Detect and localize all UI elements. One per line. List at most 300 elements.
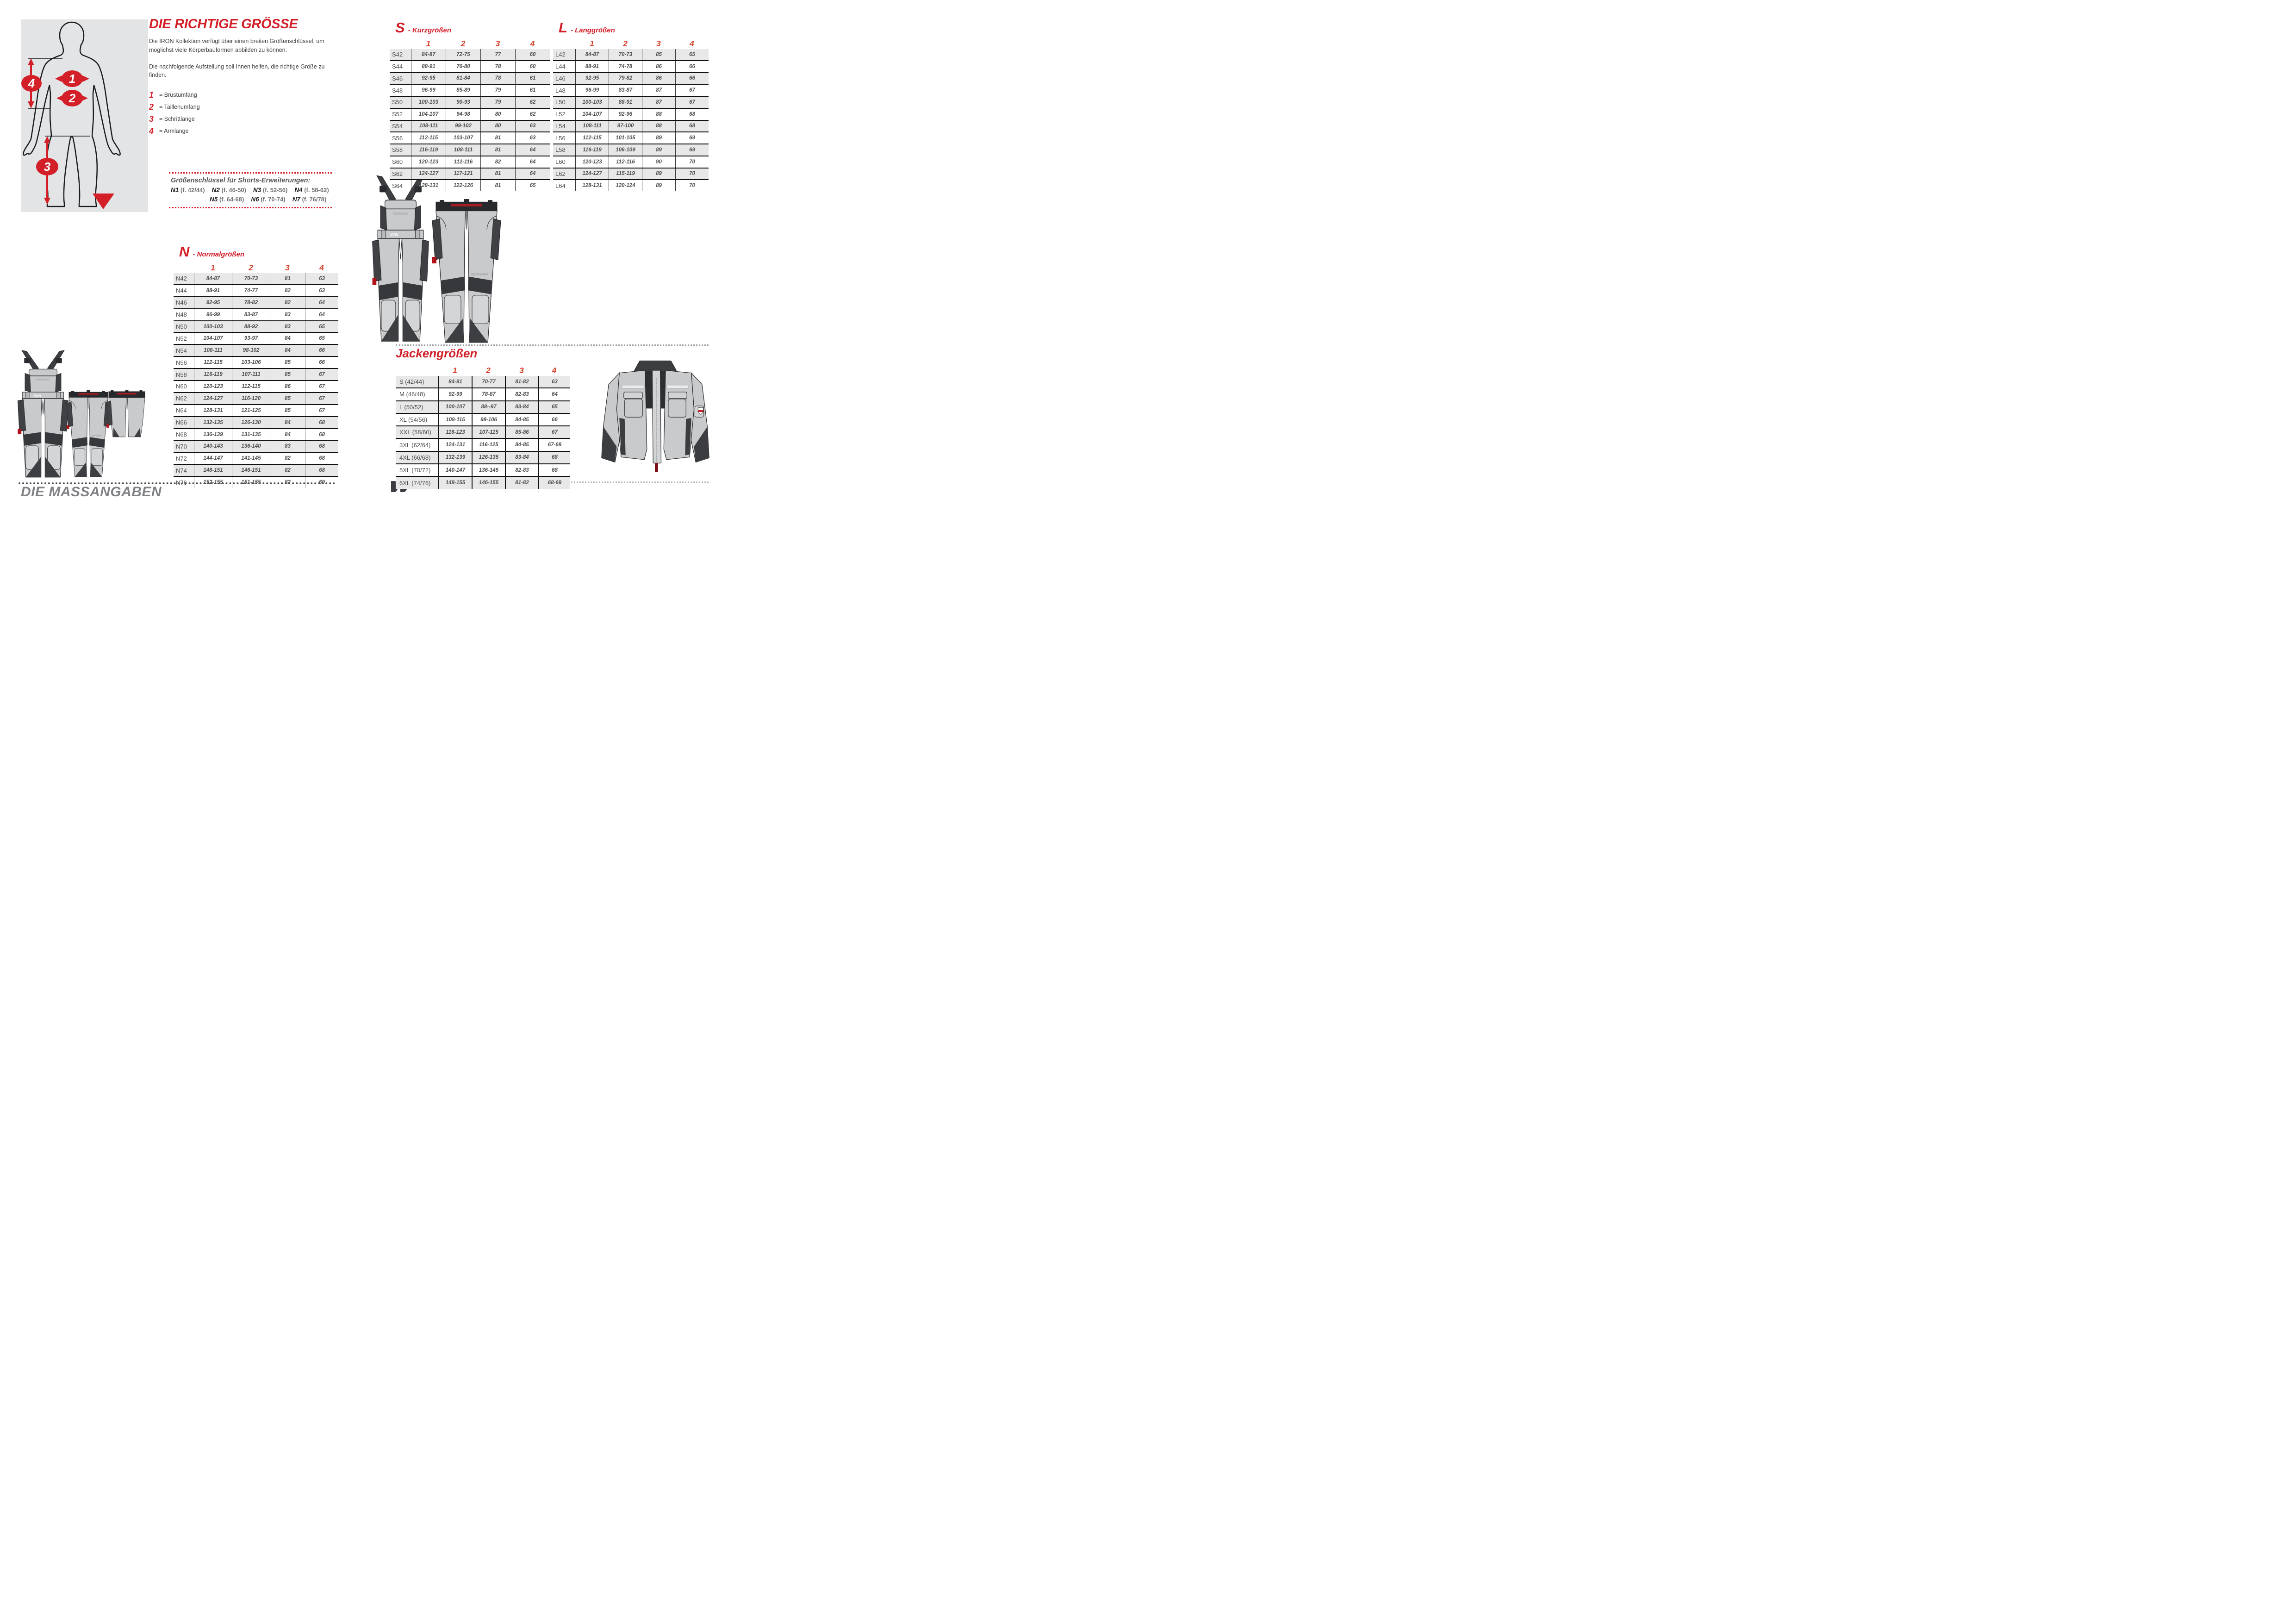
size-value: 68 [305, 465, 338, 476]
size-value: 68 [305, 441, 338, 452]
legend-item [149, 89, 200, 101]
size-value: 146-151 [232, 465, 270, 476]
size-value: 69 [305, 477, 338, 488]
size-label: S50 [392, 99, 403, 106]
size-value: 67 [305, 381, 338, 392]
size-label: N64 [176, 407, 187, 414]
size-value: 128-131 [575, 180, 609, 191]
shorts-size-key-item: N6 (f. 70-74) [251, 196, 286, 203]
column-number: 4 [319, 262, 324, 272]
column-number: 3 [656, 38, 661, 48]
size-value: 84-87 [575, 49, 609, 60]
size-value: 68-69 [538, 477, 570, 488]
size-value: 63 [538, 376, 570, 387]
size-value: 66 [538, 414, 570, 425]
size-value: 80 [480, 121, 515, 132]
size-value: 94-98 [446, 109, 480, 120]
size-label: S42 [392, 51, 403, 58]
size-value: 112-116 [609, 156, 642, 168]
size-value: 83 [270, 321, 305, 332]
size-value: 64 [515, 169, 550, 180]
size-value: 67 [305, 405, 338, 416]
size-value: 101-105 [609, 132, 642, 144]
column-number: 4 [690, 38, 694, 48]
size-label: L48 [555, 87, 566, 94]
size-value: 112-115 [575, 132, 609, 144]
size-value: 88-91 [194, 285, 232, 296]
size-value: 81-82 [505, 376, 538, 387]
table-row [174, 273, 338, 284]
legend-item [149, 101, 200, 113]
size-value: 108-111 [411, 121, 446, 132]
shorts-size-key-item: N3 (f. 52-56) [253, 187, 288, 194]
table-section-kurzgroessen [390, 20, 550, 191]
size-value: 88-91 [575, 61, 609, 72]
size-value: 83 [270, 309, 305, 320]
size-value: 108-115 [438, 414, 472, 425]
size-value: 68 [305, 429, 338, 440]
size-value: 100-103 [411, 97, 446, 108]
size-value: 108-111 [446, 144, 480, 156]
size-label: 3XL (62/64) [399, 441, 431, 449]
size-value: 63 [305, 273, 338, 284]
size-label: L52 [555, 111, 566, 118]
size-value: 124-127 [411, 169, 446, 180]
table-row [553, 144, 709, 156]
size-label: L42 [555, 51, 566, 58]
size-value: 84 [270, 417, 305, 428]
size-value: 68 [538, 452, 570, 463]
size-label: N54 [176, 347, 187, 354]
size-label: L64 [555, 182, 566, 189]
size-label: S52 [392, 111, 403, 118]
section-header [395, 20, 550, 37]
size-value: 84-87 [411, 49, 446, 60]
size-value: 67 [538, 426, 570, 438]
legend-number: 3 [149, 114, 154, 124]
table-row [396, 413, 570, 425]
size-value: 65 [305, 333, 338, 344]
size-value: 84-85 [505, 439, 538, 450]
table-row [553, 84, 709, 96]
size-value: 62 [515, 109, 550, 120]
size-value: 131-135 [232, 429, 270, 440]
table-row [174, 380, 338, 392]
section-letter: L [559, 19, 567, 36]
figure-badge-number: 1 [68, 72, 76, 86]
size-table-n [174, 273, 338, 488]
size-label: N62 [176, 395, 187, 402]
legend-item [149, 125, 200, 137]
size-value: 107-115 [472, 426, 505, 438]
table-row [396, 476, 570, 488]
size-value: 61 [515, 85, 550, 96]
size-value: 64 [305, 297, 338, 308]
size-value: 68 [305, 453, 338, 464]
column-header-row [390, 38, 550, 49]
section-header [559, 20, 709, 37]
size-value: 103-107 [446, 132, 480, 144]
table-row [553, 156, 709, 168]
size-value: 80 [480, 109, 515, 120]
size-value: 88-91 [609, 97, 642, 108]
size-value: 68 [305, 417, 338, 428]
size-value: 66 [305, 345, 338, 356]
size-value: 85 [270, 357, 305, 368]
table-row [553, 131, 709, 144]
size-value: 70 [675, 180, 709, 191]
table-row [174, 320, 338, 332]
size-value: 92-95 [575, 73, 609, 84]
size-value: 85-86 [505, 426, 538, 438]
size-label: XXL (58/60) [399, 429, 431, 436]
size-value: 120-123 [411, 156, 446, 168]
size-value: 152-155 [194, 477, 232, 488]
size-value: 67 [305, 369, 338, 380]
body-measurement-diagram [21, 19, 148, 212]
size-value: 108-111 [194, 345, 232, 356]
table-row [174, 368, 338, 380]
size-value: 98-102 [232, 345, 270, 356]
size-value: 82 [270, 285, 305, 296]
column-spacer [553, 38, 575, 49]
column-number: 3 [495, 38, 500, 48]
legend-number: 1 [149, 90, 154, 100]
column-spacer [390, 38, 411, 49]
shorts-illustration [106, 390, 148, 441]
table-row [174, 296, 338, 308]
size-value: 116-125 [472, 439, 505, 450]
shorts-size-key-item: N7 (f. 76/78) [292, 196, 327, 203]
size-value: 132-139 [438, 452, 472, 463]
size-label: N50 [176, 323, 187, 330]
size-label: L50 [555, 99, 566, 106]
size-label: L54 [555, 122, 566, 130]
legend-number: 2 [149, 102, 154, 112]
size-value: 83-84 [505, 452, 538, 463]
size-value: 121-125 [232, 405, 270, 416]
shorts-size-key-item: N1 (f. 42/44) [171, 187, 205, 194]
size-label: 5XL (70/72) [399, 467, 431, 474]
table-row [390, 156, 550, 168]
size-value: 81 [480, 132, 515, 144]
size-value: 88--97 [472, 401, 505, 413]
size-value: 85 [270, 393, 305, 404]
size-value: 116-119 [575, 144, 609, 156]
shorts-key-row [210, 196, 330, 203]
size-value: 107-111 [232, 369, 270, 380]
size-value: 64 [305, 309, 338, 320]
shorts-key-title: Größenschlüssel für Shorts-Erweiterungen: [171, 177, 311, 184]
size-value: 70-77 [472, 376, 505, 387]
table-row [174, 308, 338, 320]
intro-paragraph: Die nachfolgende Aufstellung soll Ihnen helfen, die richtige Größe zu finden. [149, 63, 325, 79]
size-label: N58 [176, 371, 187, 378]
size-value: 82 [480, 156, 515, 168]
size-value: 92-99 [438, 388, 472, 400]
size-value: 68 [675, 109, 709, 120]
size-value: 82 [270, 453, 305, 464]
size-value: 79 [480, 97, 515, 108]
footer-title: DIE MASSANGABEN [21, 484, 162, 500]
size-value: 70-73 [609, 49, 642, 60]
size-value: 86 [642, 73, 675, 84]
table-section-langgroessen [553, 20, 709, 191]
size-value: 99-102 [446, 121, 480, 132]
table-row [553, 96, 709, 108]
size-value: 128-131 [411, 180, 446, 191]
size-value: 67-68 [538, 439, 570, 450]
size-value: 148-151 [194, 465, 232, 476]
size-value: 83-87 [232, 309, 270, 320]
size-value: 112-115 [232, 381, 270, 392]
table-row [396, 376, 570, 387]
size-value: 124-127 [194, 393, 232, 404]
size-label: N72 [176, 455, 187, 462]
size-label: N56 [176, 359, 187, 366]
size-value: 89 [642, 180, 675, 191]
size-value: 77 [480, 49, 515, 60]
page [0, 0, 716, 506]
size-label: N76 [176, 479, 187, 486]
work-pants-illustration [429, 199, 504, 346]
size-label: XL (54/56) [399, 416, 428, 424]
size-value: 148-155 [438, 477, 472, 488]
size-label: S48 [392, 87, 403, 94]
size-value: 81 [480, 144, 515, 156]
shorts-size-key-item: N2 (f. 46-50) [212, 187, 246, 194]
figure-box [21, 19, 148, 212]
size-value: 74-78 [609, 61, 642, 72]
work-pants-illustration [65, 390, 112, 479]
size-value: 81 [270, 273, 305, 284]
size-value: 89 [642, 132, 675, 144]
table-row [396, 387, 570, 400]
size-value: 78-82 [232, 297, 270, 308]
size-value: 83-84 [505, 401, 538, 413]
size-value: 76-80 [446, 61, 480, 72]
size-table-s [390, 49, 550, 191]
size-value: 92-96 [609, 109, 642, 120]
size-value: 84 [270, 333, 305, 344]
size-value: 70 [675, 169, 709, 180]
size-label: N42 [176, 275, 187, 282]
size-value: 67 [675, 85, 709, 96]
size-value: 100-103 [194, 321, 232, 332]
size-value: 81 [480, 180, 515, 191]
table-row [174, 392, 338, 404]
size-value: 104-107 [194, 333, 232, 344]
size-value: 122-126 [446, 180, 480, 191]
size-value: 74-77 [232, 285, 270, 296]
size-value: 72-75 [446, 49, 480, 60]
column-header-row [174, 262, 338, 273]
size-value: 103-106 [232, 357, 270, 368]
size-value: 84-87 [194, 273, 232, 284]
size-value: 81-82 [505, 477, 538, 488]
size-value: 106-109 [609, 144, 642, 156]
size-label: L58 [555, 146, 566, 154]
size-label: M (46/48) [399, 391, 425, 398]
size-label: L (50/52) [399, 403, 423, 411]
size-label: S62 [392, 170, 403, 177]
size-value: 82 [270, 297, 305, 308]
size-value: 136-139 [194, 429, 232, 440]
table-row [390, 120, 550, 132]
page-title: DIE RICHTIGE GRÖSSE [149, 17, 298, 31]
size-value: 86 [270, 381, 305, 392]
table-row [396, 438, 570, 450]
table-row [174, 464, 338, 476]
size-value: 78-87 [472, 388, 505, 400]
size-value: 88 [642, 121, 675, 132]
size-value: 136-145 [472, 464, 505, 476]
table-row [174, 476, 338, 488]
size-value: 140-143 [194, 441, 232, 452]
column-number: 2 [623, 38, 628, 48]
size-value: 63 [515, 132, 550, 144]
size-value: 64 [515, 144, 550, 156]
size-value: 60 [515, 61, 550, 72]
size-value: 126-130 [232, 417, 270, 428]
table-row [174, 404, 338, 416]
size-value: 63 [515, 121, 550, 132]
size-value: 128-131 [194, 405, 232, 416]
size-value: 81 [480, 169, 515, 180]
size-value: 88 [642, 109, 675, 120]
size-value: 82 [270, 477, 305, 488]
size-value: 116-119 [411, 144, 446, 156]
size-label: S56 [392, 134, 403, 142]
size-value: 64 [515, 156, 550, 168]
size-value: 65 [675, 49, 709, 60]
size-label: 6XL (74/76) [399, 479, 431, 487]
section-header [179, 244, 338, 261]
size-value: 88-92 [232, 321, 270, 332]
size-value: 104-107 [575, 109, 609, 120]
size-value: 78 [480, 73, 515, 84]
table-row [390, 72, 550, 84]
size-label: S60 [392, 158, 403, 166]
size-label: N66 [176, 419, 187, 426]
bib-overall-illustration [367, 175, 434, 347]
size-value: 100-107 [438, 401, 472, 413]
size-value: 79 [480, 85, 515, 96]
legend-label: = Taillenumfang [159, 104, 200, 110]
size-label: N74 [176, 467, 187, 474]
size-value: 66 [675, 61, 709, 72]
size-label: L60 [555, 158, 566, 166]
size-value: 97-100 [609, 121, 642, 132]
size-value: 98-106 [472, 414, 505, 425]
table-row [174, 344, 338, 356]
size-value: 82-83 [505, 464, 538, 476]
size-value: 141-145 [232, 453, 270, 464]
size-value: 126-135 [472, 452, 505, 463]
table-row [174, 416, 338, 428]
table-row [390, 60, 550, 72]
size-value: 60 [515, 49, 550, 60]
size-value: 116-123 [438, 426, 472, 438]
column-number: 1 [453, 365, 457, 375]
size-value: 124-131 [438, 439, 472, 450]
column-number: 3 [519, 365, 524, 375]
size-value: 104-107 [411, 109, 446, 120]
size-label: N70 [176, 443, 187, 450]
table-row [396, 451, 570, 463]
size-label: L44 [555, 63, 566, 70]
size-value: 66 [305, 357, 338, 368]
table-row [396, 425, 570, 438]
size-value: 61 [515, 73, 550, 84]
column-spacer [174, 262, 194, 273]
size-value: 112-115 [411, 132, 446, 144]
size-label: N52 [176, 335, 187, 342]
table-row [390, 49, 550, 60]
size-value: 78 [480, 61, 515, 72]
legend-label: = Brustumfang [159, 92, 197, 98]
size-value: 86 [642, 61, 675, 72]
size-value: 82 [270, 465, 305, 476]
size-value: 90 [642, 156, 675, 168]
size-value: 65 [538, 401, 570, 413]
size-value: 65 [305, 321, 338, 332]
column-number: 1 [590, 38, 594, 48]
table-row [553, 49, 709, 60]
table-row [553, 179, 709, 191]
size-value: 100-103 [575, 97, 609, 108]
size-value: 67 [675, 97, 709, 108]
size-label: N60 [176, 383, 187, 390]
table-row [553, 120, 709, 132]
size-value: 67 [305, 393, 338, 404]
table-row [390, 131, 550, 144]
size-value: 81-84 [446, 73, 480, 84]
size-value: 120-123 [194, 381, 232, 392]
size-value: 85 [270, 405, 305, 416]
size-table-l [553, 49, 709, 191]
size-label: 4XL (66/68) [399, 454, 431, 461]
column-number: 2 [460, 38, 466, 48]
size-value: 89 [642, 144, 675, 156]
bib-overall-illustration [13, 350, 73, 481]
size-value: 124-127 [575, 169, 609, 180]
size-value: 92-95 [194, 297, 232, 308]
column-spacer [396, 365, 438, 376]
size-label: S54 [392, 122, 403, 130]
size-value: 140-147 [438, 464, 472, 476]
size-value: 96-99 [575, 85, 609, 96]
size-label: N68 [176, 431, 187, 438]
size-label: L62 [555, 170, 566, 177]
size-value: 117-121 [446, 169, 480, 180]
size-value: 84-91 [438, 376, 472, 387]
table-row [553, 72, 709, 84]
column-number: 1 [211, 262, 215, 272]
size-value: 116-120 [232, 393, 270, 404]
table-row [553, 168, 709, 180]
size-value: 64 [538, 388, 570, 400]
table-row [174, 440, 338, 452]
section-subtitle: - Normalgrößen [193, 250, 245, 258]
table-row [396, 463, 570, 476]
legend-number: 4 [149, 126, 154, 136]
size-value: 96-99 [411, 85, 446, 96]
size-value: 116-119 [194, 369, 232, 380]
legend-label: = Armlänge [159, 128, 189, 134]
section-subtitle: - Langgrößen [570, 26, 615, 34]
size-value: 79-82 [609, 73, 642, 84]
